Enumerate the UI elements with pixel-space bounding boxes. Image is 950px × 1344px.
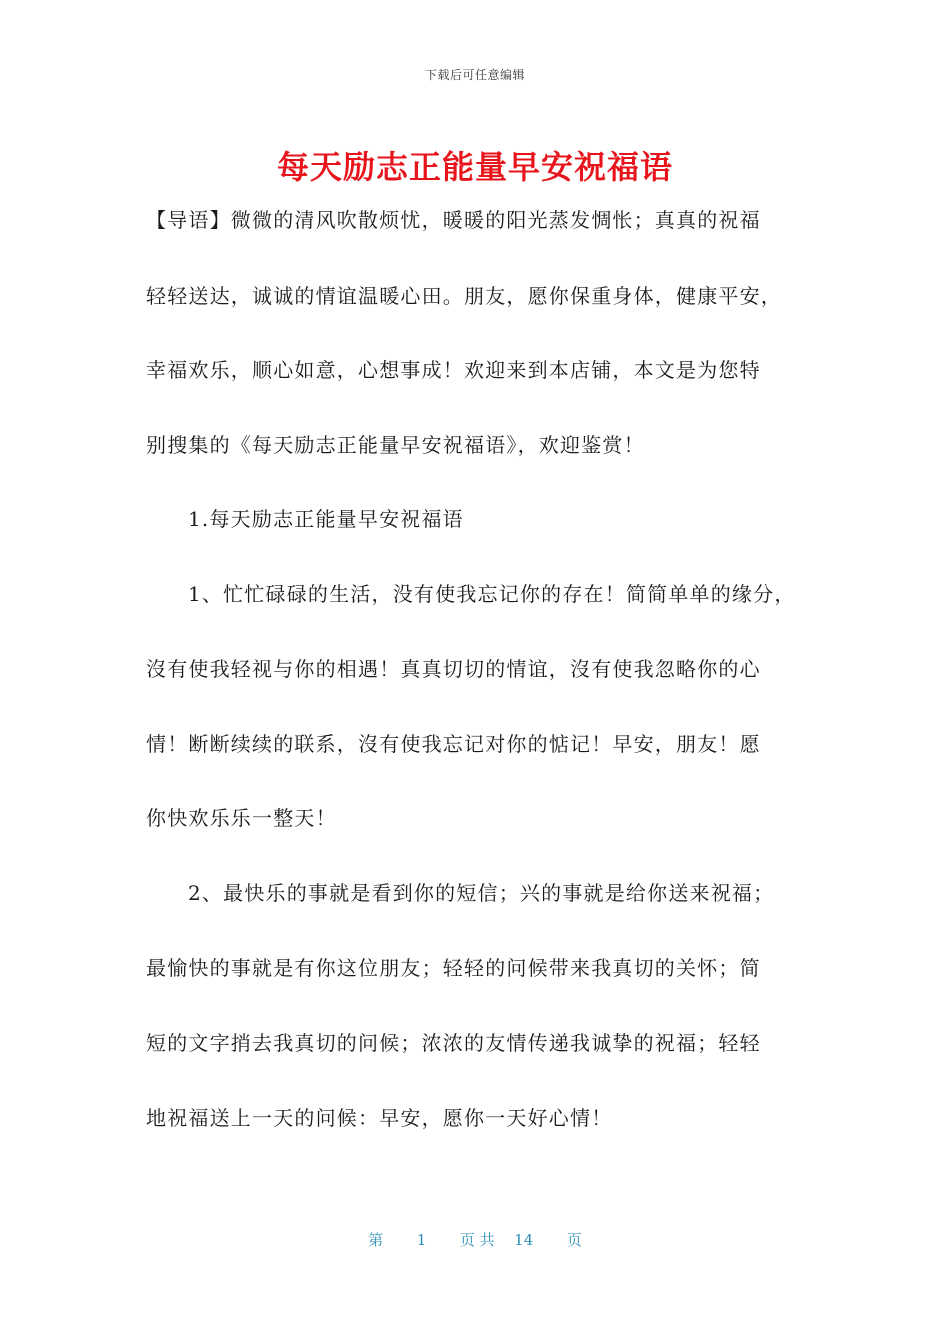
section-heading: 1.每天励志正能量早安祝福语 [188,507,464,531]
item1-line-1: 1、忙忙碌碌的生活，没有使我忘记你的存在！简简单单的缘分， [188,582,796,606]
item1-line-2: 沒有使我轻视与你的相遇！真真切切的情谊，沒有使我忽略你的心 [146,657,761,681]
footer-page-number: 1 [416,1231,427,1249]
footer-ye-gong: 页 共 [459,1231,495,1249]
intro-line-1: 【导语】微微的清风吹散烦忧，暖暖的阳光蒸发惆怅；真真的祝福 [146,208,761,232]
intro-line-4: 别搜集的《每天励志正能量早安祝福语》，欢迎鉴赏！ [146,433,645,457]
item2-line-3: 短的文字捎去我真切的问候；浓浓的友情传递我诚挚的祝福；轻轻 [146,1031,761,1055]
footer-ye: 页 [566,1231,582,1249]
intro-line-3: 幸福欢乐，顺心如意，心想事成！欢迎来到本店铺，本文是为您特 [146,358,761,382]
footer-di: 第 [368,1231,384,1249]
page-footer [0,1229,950,1250]
item1-line-3: 情！断断续续的联系，沒有使我忘记对你的惦记！早安，朋友！愿 [146,732,761,756]
item2-line-4: 地祝福送上一天的问候：早安，愿你一天好心情！ [146,1106,613,1130]
item1-line-4: 你快欢乐乐一整天！ [146,806,337,830]
intro-line-2: 轻轻送达，诚诚的情谊温暖心田。朋友，愿你保重身体，健康平安， [146,284,782,308]
document-title: 每天励志正能量早安祝福语 [276,148,673,186]
footer-total-pages: 14 [514,1231,534,1249]
item2-line-2: 最愉快的事就是有你这位朋友；轻轻的问候带来我真切的关怀；简 [146,956,761,980]
item2-line-1: 2、最快乐的事就是看到你的短信；兴的事就是给你送来祝福； [188,881,775,905]
header-note: 下载后可任意编辑 [424,68,525,82]
